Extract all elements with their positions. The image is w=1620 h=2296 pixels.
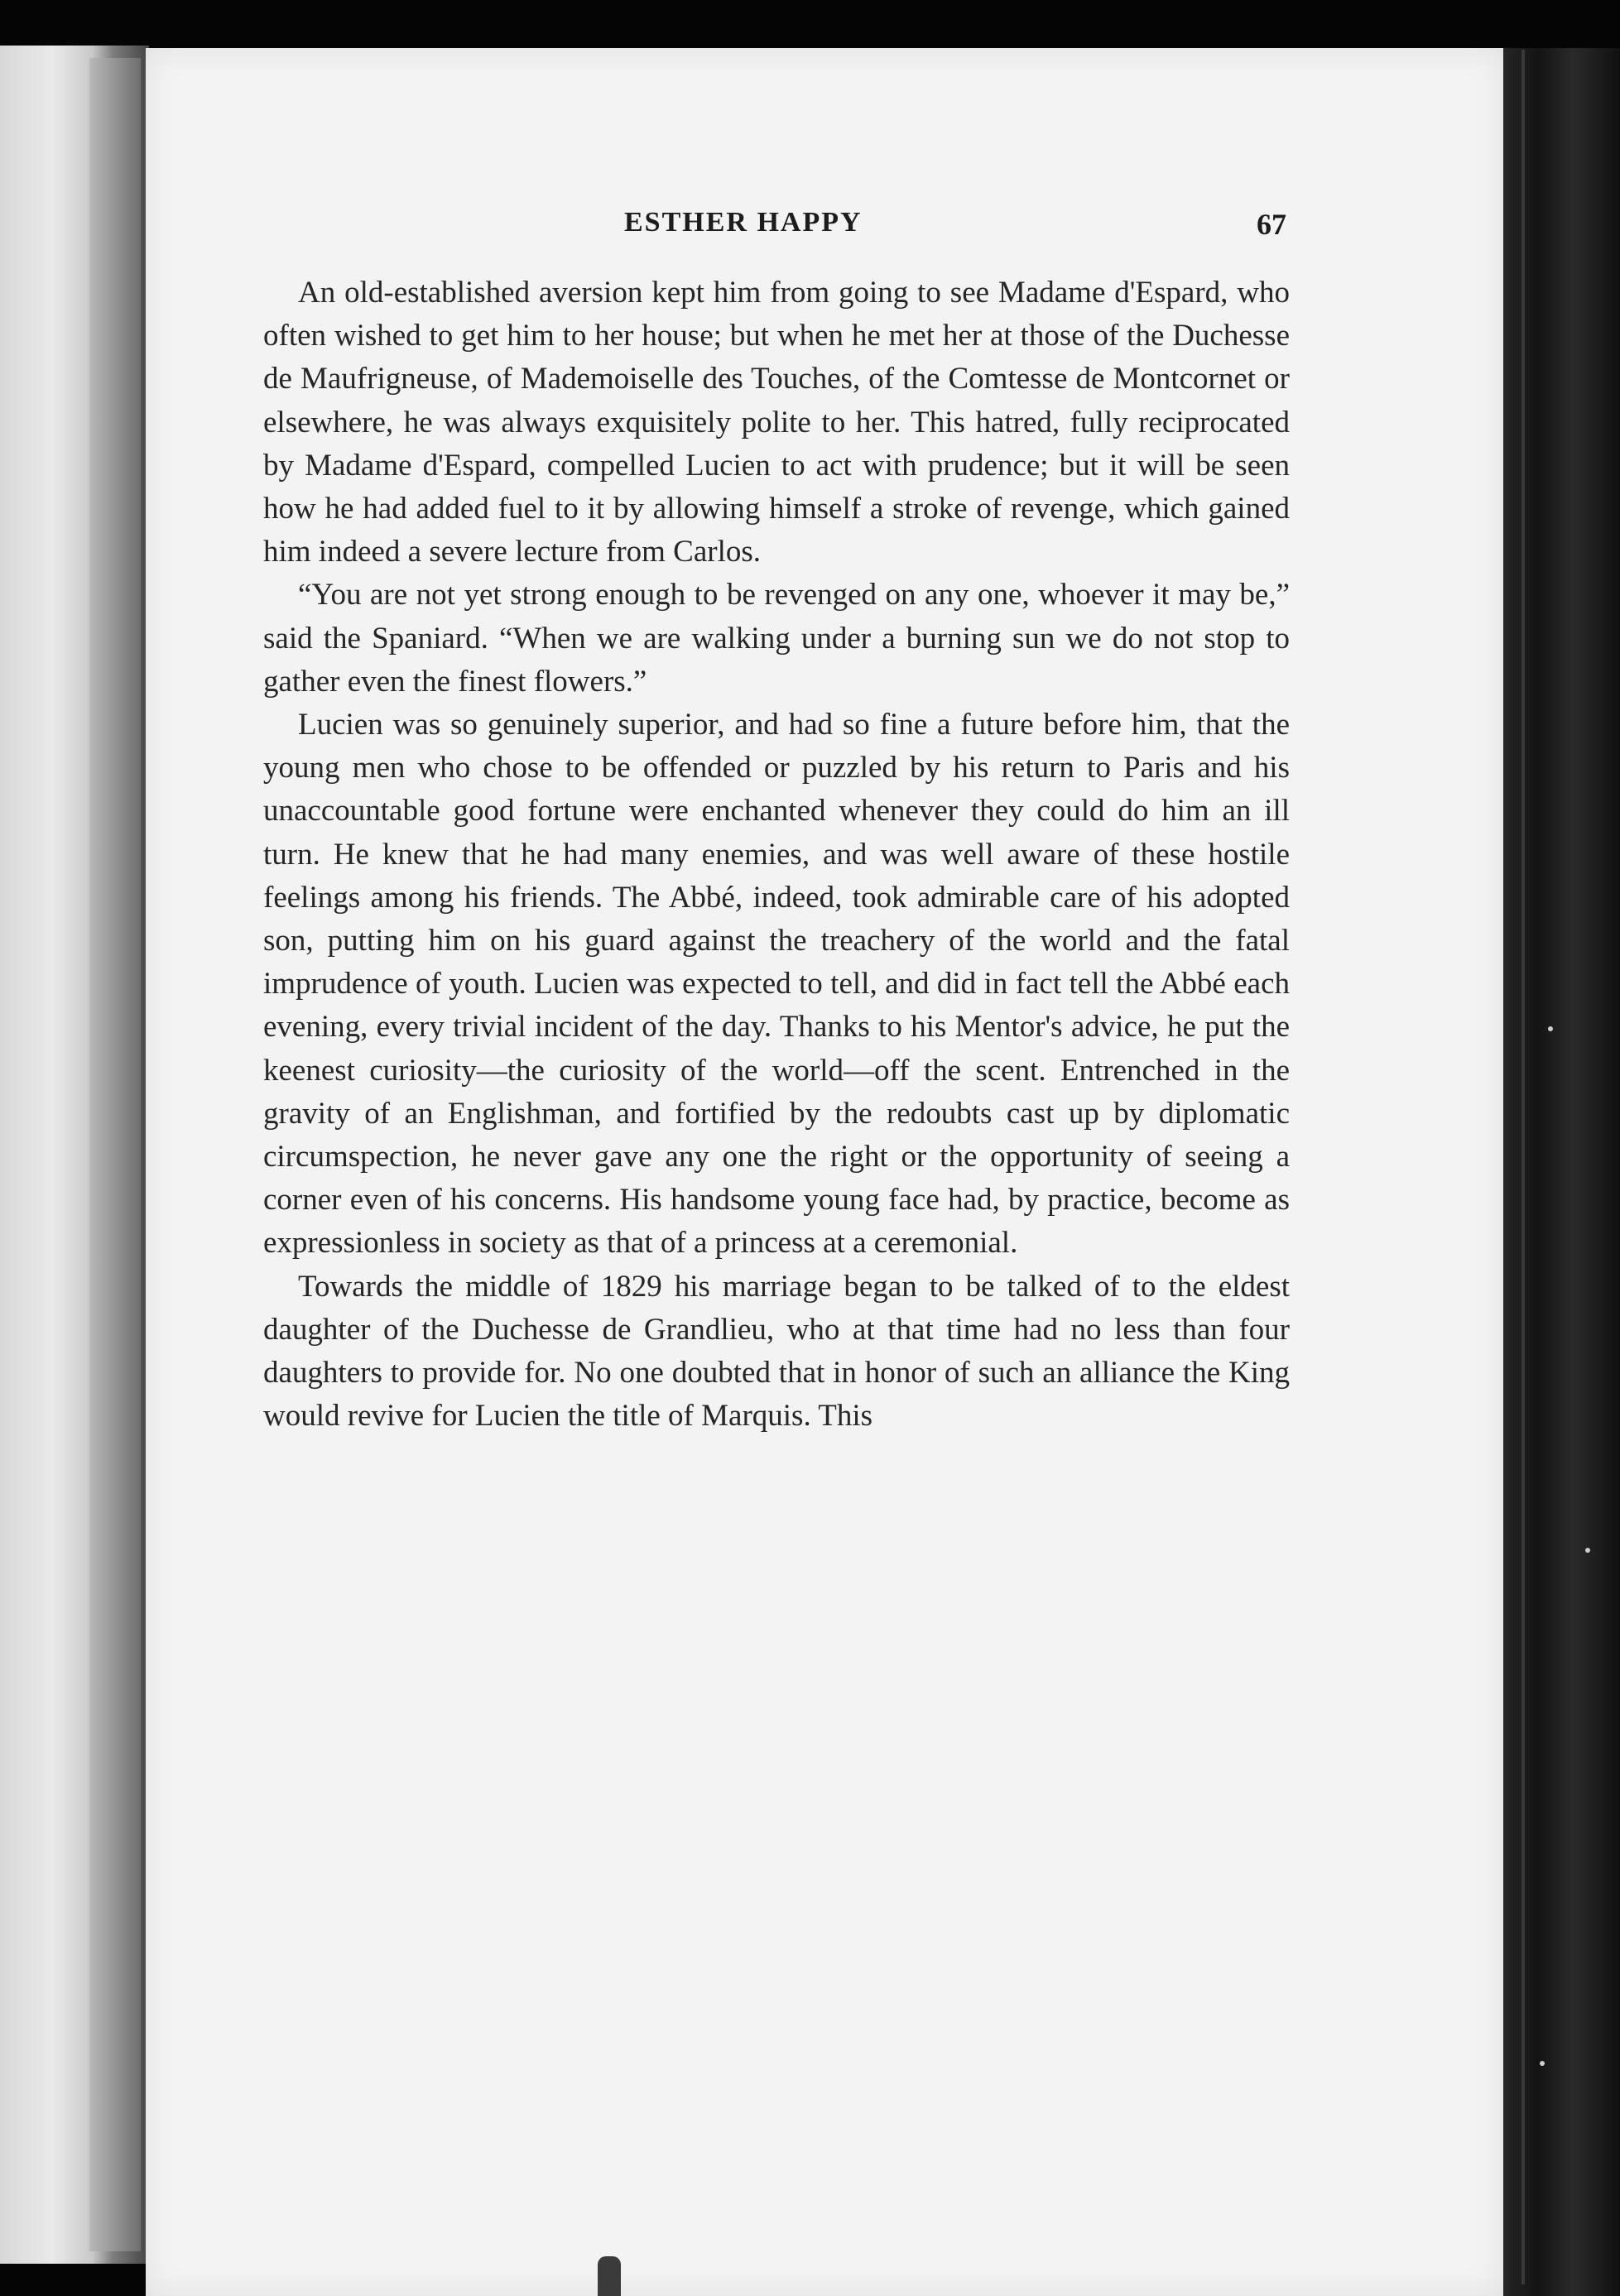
paragraph-2: “You are not yet strong enough to be revenged on any one, whoever it may be,” said the Spaniard. “When we are walking under a burning sun we do not stop to gather even the finest flowers.” bbox=[263, 578, 1290, 699]
body-text bbox=[263, 271, 1290, 1438]
scan-speck bbox=[1548, 1026, 1553, 1031]
scan-speck bbox=[1540, 2061, 1545, 2066]
paragraph-4: Towards the middle of 1829 his marriage began to be talked of to the eldest daughter of the Duchesse de Grandlieu, who at that time had no less than four daughters to provide for. No one doubted that in honor of such an alliance the King would revive for Lucien the title of Marquis. This bbox=[263, 1269, 1290, 1434]
scan-speck bbox=[1585, 1548, 1590, 1553]
running-head bbox=[276, 207, 1286, 248]
paragraph-1: An old-established aversion kept him from going to see Madame d'Espard, who often wished to get him to her house; but when he met her at those of the Duchesse de Maufrigneuse, of Mademoiselle des Touches, of the Comtesse de Montcornet or elsewhere, he was always exquisitely polite to her. This hatred, fully reciprocated by Madame d'Espard, compelled Lucien to act with prudence; but it will be seen how he had added fuel to it by allowing himself a stroke of revenge, which gained him indeed a severe lecture from Carlos. bbox=[263, 276, 1290, 569]
binding-shadow bbox=[89, 58, 141, 2251]
bottom-binding-mark bbox=[598, 2256, 621, 2296]
paragraph-3: Lucien was so genuinely superior, and had so fine a future before him, that the young men who chose to be offended or puzzled by his return to Paris and his unaccountable good fortune were enchanted whenever they could do him an ill turn. He knew that he had many enemies, and was well aware of these hostile feelings among his friends. The Abbé, indeed, took admirable care of his adopted son, putting him on his guard against the treachery of the world and the fatal imprudence of youth. Lucien was expected to tell, and did in fact tell the Abbé each evening, every trivial incident of the day. Thanks to his Mentor's advice, he put the keenest curiosity—the curiosity of the world—off the scent. Entrenched in the gravity of an Englishman, and fortified by the redoubts cast up by diplomatic circumspection, he never gave any one the right or the opportunity of seeing a corner even of his concerns. His handsome young face had, by practice, become as expressionless in society as that of a princess at a ceremonial. bbox=[263, 708, 1290, 1261]
page-number: 67 bbox=[1257, 208, 1286, 241]
running-title: ESTHER HAPPY bbox=[624, 207, 863, 238]
page-edge-line bbox=[1521, 50, 1525, 2284]
